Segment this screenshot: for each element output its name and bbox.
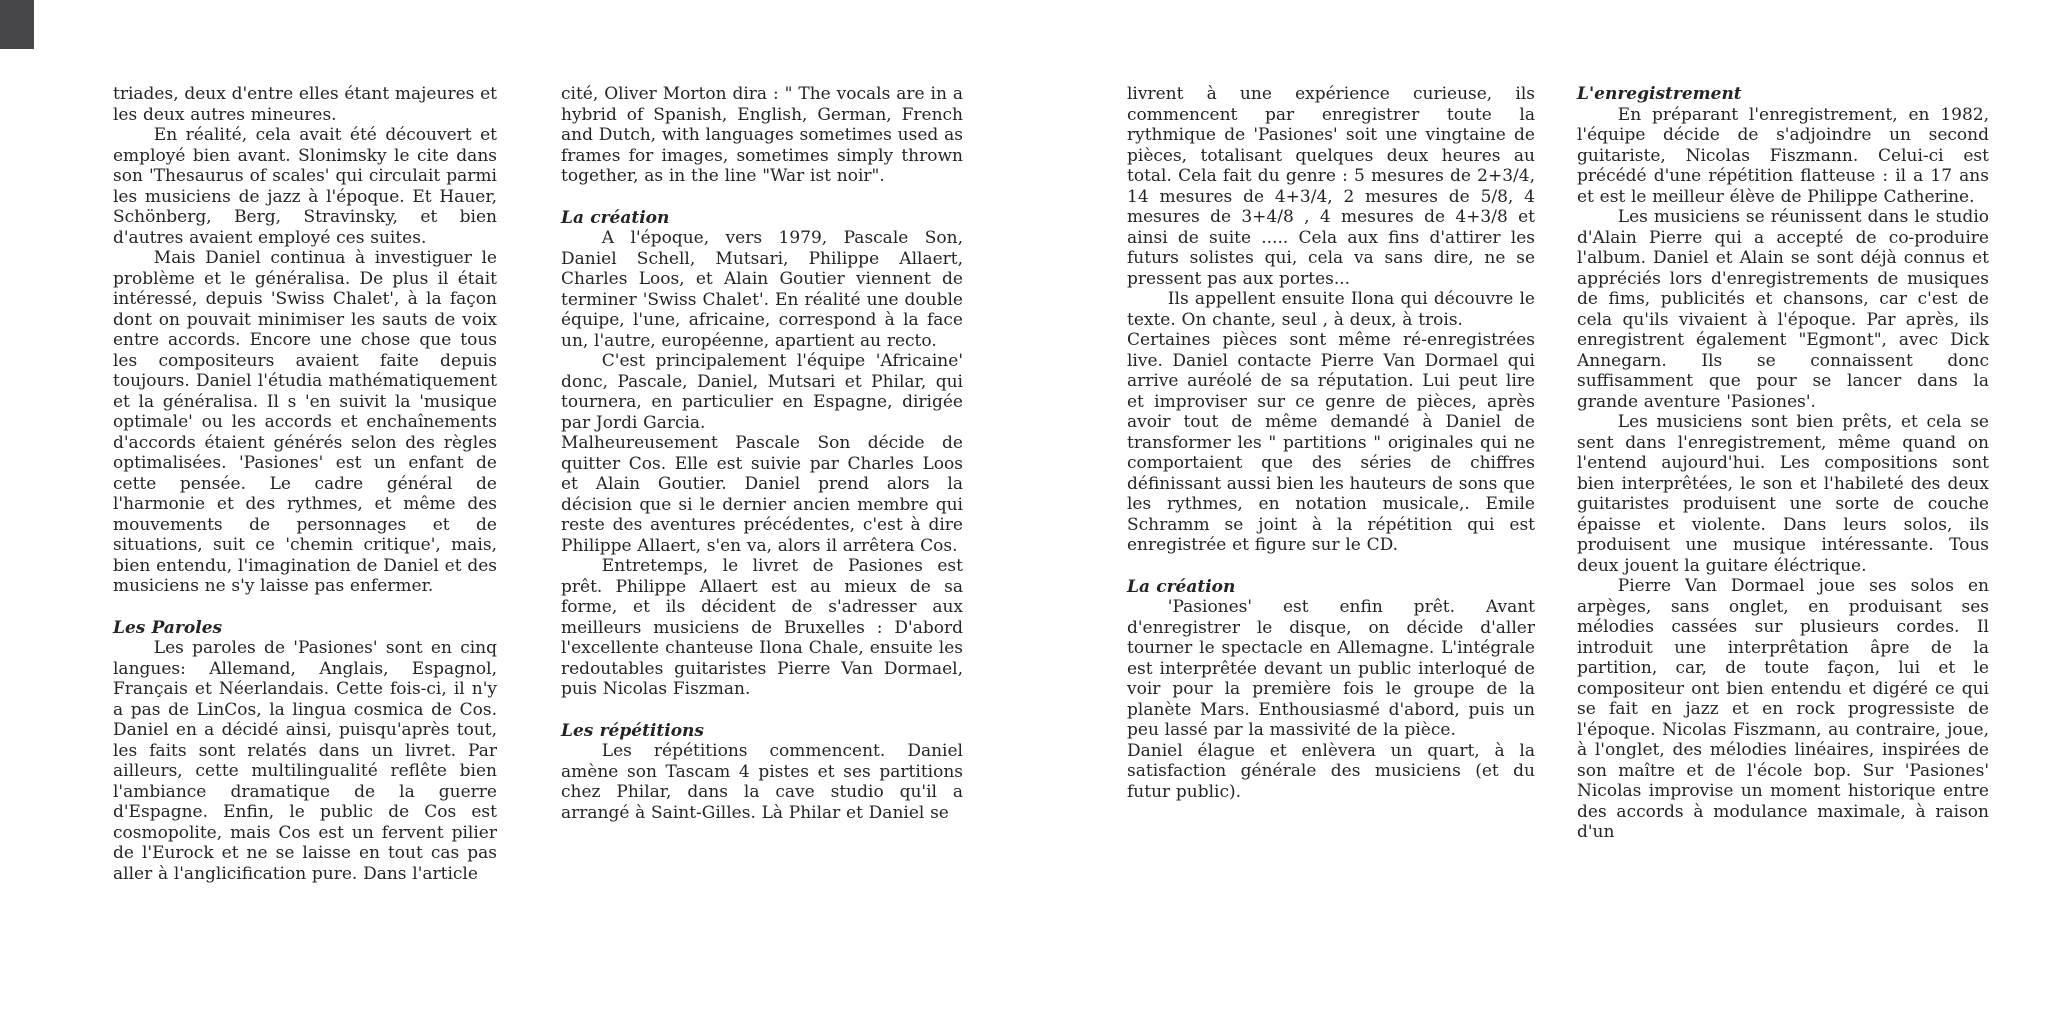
paragraph: Les répétitions commencent. Daniel amène son Tascam 4 pistes et ses partitions chez Philar, dans la cave studio qu'il a arrangé à Saint-Gilles. Là Philar et Daniel se [561,741,963,823]
paragraph: C'est principalement l'équipe 'Africaine' donc, Pascale, Daniel, Mutsari et Philar, qui tournera, en particulier en Espagne, dirigée par Jordi Garcia. [561,351,963,433]
paragraph: livrent à une expérience curieuse, ils commencent par enregistrer toute la rythmique de 'Pasiones' soit une vingtaine de pièces, totalisant quelques deux heures au total. Cela fait du genre : 5 mesures de 2+3/4, 14 mesures de 4+3/4, 2 mesures de 5/8, 4 mesures de 3+4/8 , 4 mesures de 4+3/8 et ainsi de suite ..... Cela aux fins d'attirer les futurs solistes qui, cela va sans dire, ne se pressent pas aux portes... [1127,84,1535,289]
paragraph: Ils appellent ensuite Ilona qui découvre le texte. On chante, seul , à deux, à trois. [1127,289,1535,330]
paragraph: Les musiciens sont bien prêts, et cela se sent dans l'enregistrement, même quand on l'entend aujourd'hui. Les compositions sont bien interprêtées, le son et l'habileté des deux guitaristes produisent une sorte de couche épaisse et violente. Dans leurs solos, ils produisent une musique intéressante. Tous deux jouent la guitare éléctrique. [1577,412,1989,576]
page1-column-left [113,84,497,884]
section-heading: La création [561,207,670,228]
paragraph: Les musiciens se réunissent dans le studio d'Alain Pierre qui a accepté de co-produire l'album. Daniel et Alain se sont déjà connus et appréciés lors d'enregistrements de musiques de fims, publicités et chansons, car c'est de cela qu'ils vivaient à l'époque. Par après, ils enregistrent également "Egmont", avec Dick Annegarn. Ils se connaissent donc suffisamment que pour se lancer dans la grande aventure 'Pasiones'. [1577,207,1989,412]
paragraph: Certaines pièces sont même ré-enregistrées live. Daniel contacte Pierre Van Dormael qui arrive auréolé de sa réputation. Lui peut lire et improviser sur ce genre de pièces, après avoir tout de même demandé à Daniel de transformer les " partitions " originales qui ne comportaient que des séries de chiffres définissant aussi bien les hauteurs de sons que les rythmes, en notation musicale,. Emile Schramm se joint à la répétition qui est enregistrée et figure sur le CD. [1127,330,1535,555]
paragraph: Mais Daniel continua à investiguer le problème et le généralisa. De plus il était intéressé, depuis 'Swiss Chalet', à la façon dont on pouvait minimiser les sauts de voix entre accords. Encore une chose que tous les compositeurs avaient faite depuis toujours. Daniel l'étudia mathématiquement et la généralisa. Il s 'en suivit la 'musique optimale' ou les accords et enchaînements d'accords étaient générés selon des règles optimalisées. 'Pasiones' est un enfant de cette pensée. Le cadre général de l'harmonie et des rythmes, et même des mouvements de personnages et de situations, suit ce 'chemin critique', mais, bien entendu, l'imagination de Daniel et des musiciens ne s'y laisse pas enfermer. [113,248,497,596]
paragraph: Malheureusement Pascale Son décide de quitter Cos. Elle est suivie par Charles Loos et Alain Goutier. Daniel prend alors la décision que si le dernier ancien membre qui reste des aventures précédentes, c'est à dire Philippe Allaert, s'en va, alors il arrêtera Cos. [561,433,963,556]
section-heading: Les Paroles [113,617,223,638]
section-heading: L'enregistrement [1577,84,1742,104]
paragraph: Entretemps, le livret de Pasiones est prêt. Philippe Allaert est au mieux de sa forme, et ils décident de s'adresser aux meilleurs musiciens de Bruxelles : D'abord l'excellente chanteuse Ilona Chale, ensuite les redoutables guitaristes Pierre Van Dormael, puis Nicolas Fiszman. [561,556,963,699]
paragraph: Les paroles de 'Pasiones' sont en cinq langues: Allemand, Anglais, Espagnol, Français et Néerlandais. Cette fois-ci, il n'y a pas de LinCos, la lingua cosmica de Cos. Daniel en a décidé ainsi, puisqu'après tout, les faits sont relatés dans un livret. Par ailleurs, cette multilingualité reflête bien l'ambiance dramatique de la guerre d'Espagne. Enfin, le public de Cos est cosmopolite, mais Cos est un fervent pilier de l'Eurock et ne se laisse en tout cas pas aller à l'anglicification pure. Dans l'article [113,638,497,884]
paragraph: Pierre Van Dormael joue ses solos en arpèges, sans onglet, en produisant ses mélodies cassées sur plusieurs cordes. Il introduit une interprêtation âpre de la partition, car, de toute façon, lui et le compositeur ont bien entendu et digéré ce qui se fait en jazz et en rock progressiste de l'époque. Nicolas Fiszmann, au contraire, joue, à l'onglet, des mélodies linéaires, inspirées de son maître et de l'école bop. Sur 'Pasiones' Nicolas improvise un moment historique entre des accords à modulance maximale, à raison d'un [1577,576,1989,842]
page1-column-right [561,84,963,823]
paragraph: cité, Oliver Morton dira : " The vocals are in a hybrid of Spanish, English, German, French and Dutch, with languages sometimes used as frames for images, sometimes simply thrown together, as in the line "War ist noir". [561,84,963,186]
paragraph: En réalité, cela avait été découvert et employé bien avant. Slonimsky le cite dans son 'Thesaurus of scales' qui circulait parmi les musiciens de jazz à l'époque. Et Hauer, Schönberg, Berg, Stravinsky, et bien d'autres avaient employé ces suites. [113,125,497,248]
section-heading: La création [1127,576,1236,597]
section-heading: Les répétitions [561,720,704,741]
page2-column-right [1577,84,1989,843]
paragraph: A l'époque, vers 1979, Pascale Son, Daniel Schell, Mutsari, Philippe Allaert, Charles Loos, et Alain Goutier viennent de terminer 'Swiss Chalet'. En réalité une double équipe, l'une, africaine, correspond à la face un, l'autre, européenne, apartient au recto. [561,228,963,351]
page2-column-left [1127,84,1535,802]
paragraph: triades, deux d'entre elles étant majeures et les deux autres mineures. [113,84,497,125]
scan-corner-artifact [0,0,34,49]
paragraph: Daniel élague et enlèvera un quart, à la satisfaction générale des musiciens (et du futur public). [1127,740,1535,802]
paragraph: En préparant l'enregistrement, en 1982, l'équipe décide de s'adjoindre un second guitariste, Nicolas Fiszmann. Celui-ci est précédé d'une répétition flatteuse : il a 17 ans et est le meilleur élève de Philippe Catherine. [1577,104,1989,207]
paragraph: 'Pasiones' est enfin prêt. Avant d'enregistrer le disque, on décide d'aller tourner le spectacle en Allemagne. L'intégrale est interprêtée devant un public interloqué de voir pour la première fois le groupe de la planète Mars. Enthousiasmé d'abord, puis un peu lassé par la massivité de la pièce. [1127,597,1535,740]
